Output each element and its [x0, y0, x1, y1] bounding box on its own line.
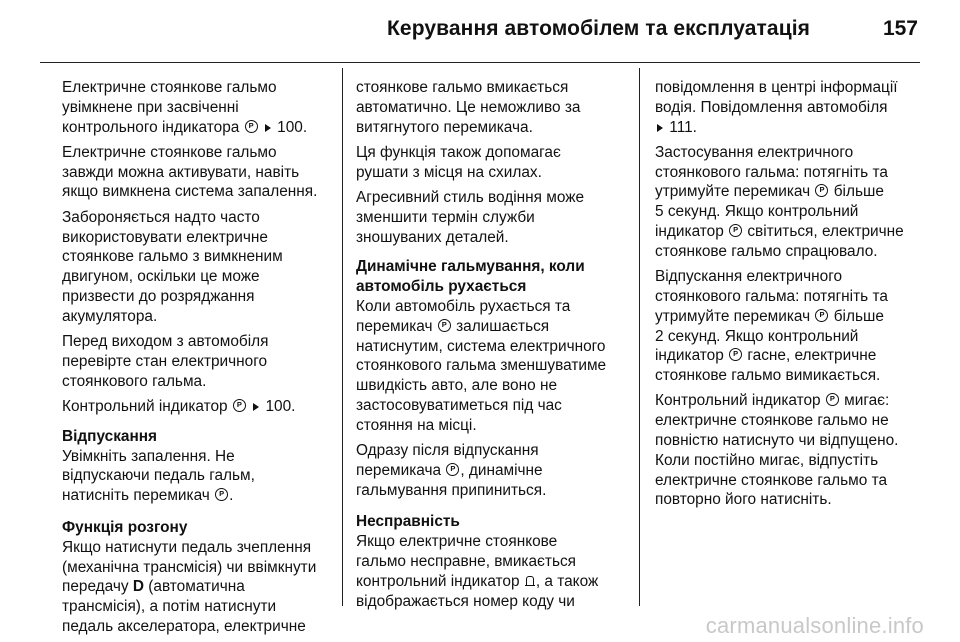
column-2 — [356, 78, 628, 617]
parking-brake-indicator-icon — [215, 488, 228, 501]
parking-brake-indicator-icon — [729, 224, 742, 237]
brake-fault-indicator-icon — [525, 576, 535, 587]
paragraph: Агресивний стиль водіння може зменшити термін служби зношуваних деталей. — [356, 188, 585, 246]
paragraph: Коли автомобіль рухається та перемикач P залишається натиснутим, система електричного стоянкового гальма зменшуватиме швидкість авто, але воно не застосовуватиметься під час стояння на місці. — [356, 297, 628, 436]
paragraph: повідомлення в центрі інформації водія. Повідомлення автомобіля 111. — [655, 79, 898, 136]
paragraph: Застосування електричного стоянкового гальма: потягніть та утримуйте перемикач P більше 5 секунд. Якщо контрольний індикатор P світиться, електричне стоянкове гальмо спрацювало. — [655, 143, 925, 262]
page-reference-arrow-icon — [265, 124, 271, 132]
parking-brake-indicator-icon — [245, 120, 258, 133]
paragraph: Відпускання електричного стоянкового гальма: потягніть та утримуйте перемикач P більше 2 секунд. Якщо контрольний індикатор P гасне, електричне стоянкове гальмо вимикається. — [655, 267, 925, 386]
parking-brake-indicator-icon — [729, 348, 742, 361]
column-1 — [62, 78, 330, 642]
parking-brake-indicator-icon — [438, 319, 451, 332]
page-header — [40, 0, 920, 64]
section-heading-dynamic-braking: Динамічне гальмування, коли автомобіль рухається — [356, 258, 585, 296]
column-divider-1 — [342, 68, 343, 606]
parking-brake-indicator-icon — [826, 393, 839, 406]
parking-brake-indicator-icon — [815, 309, 828, 322]
section-heading-fault: Несправність — [356, 513, 460, 531]
parking-brake-indicator-icon — [815, 184, 828, 197]
parking-brake-indicator-icon — [446, 463, 459, 476]
paragraph: Увімкніть запалення. Не відпускаючи педаль гальм, натисніть перемикач P . — [62, 447, 330, 506]
column-divider-2 — [639, 68, 640, 606]
parking-brake-indicator-icon — [233, 399, 246, 412]
paragraph: Якщо електричне стоянкове гальмо несправне, вмикається контрольний індикатор , а також відображається номер коду чи — [356, 533, 599, 610]
paragraph: Електричне стоянкове гальмо завжди можна активувати, навіть якщо вимкнена система запалення. — [62, 143, 318, 201]
section-heading-drive-away: Функція розгону — [62, 518, 188, 536]
paragraph: Ця функція також допомагає рушати з місця на схилах. — [356, 143, 561, 181]
paragraph: Одразу після відпускання перемикача P , динамічне гальмування припиниться. — [356, 441, 628, 500]
paragraph: Перед виходом з автомобіля перевірте стан електричного стоянкового гальма. — [62, 333, 269, 390]
paragraph: Контрольний індикатор P 100. — [62, 397, 330, 417]
paragraph: Електричне стоянкове гальмо увімкнене при засвіченні контрольного індикатора P 100. — [62, 78, 330, 137]
page-reference-arrow-icon — [253, 403, 259, 411]
page-number: 157 — [882, 17, 918, 40]
paragraph: Якщо натиснути педаль зчеплення (механічна трансмісія) чи ввімкнути передачу D (автоматична трансмісія), а потім натиснути педаль акселератора, електричне — [62, 538, 317, 635]
paragraph: Контрольний індикатор P мигає: електричне стоянкове гальмо не повністю натиснуто чи відпущено. Коли постійно мигає, відпустіть електричне стоянкове гальмо та повторно його натисніть. — [655, 391, 925, 510]
column-3 — [655, 78, 925, 516]
header-divider — [40, 62, 920, 63]
page-reference-arrow-icon — [657, 124, 663, 132]
page-title: Керування автомобілем та експлуатація — [387, 17, 810, 40]
section-heading-release: Відпускання — [62, 427, 158, 445]
paragraph: Забороняється надто часто використовувати електричне стоянкове гальмо з вимкненим двигуном, оскільки це може призвести до розряджання акумулятора. — [62, 208, 283, 325]
watermark: carmanualsonline.info — [705, 613, 924, 638]
paragraph: стоянкове гальмо вмикається автоматично. Це неможливо за витягнутого перемикача. — [356, 79, 581, 136]
